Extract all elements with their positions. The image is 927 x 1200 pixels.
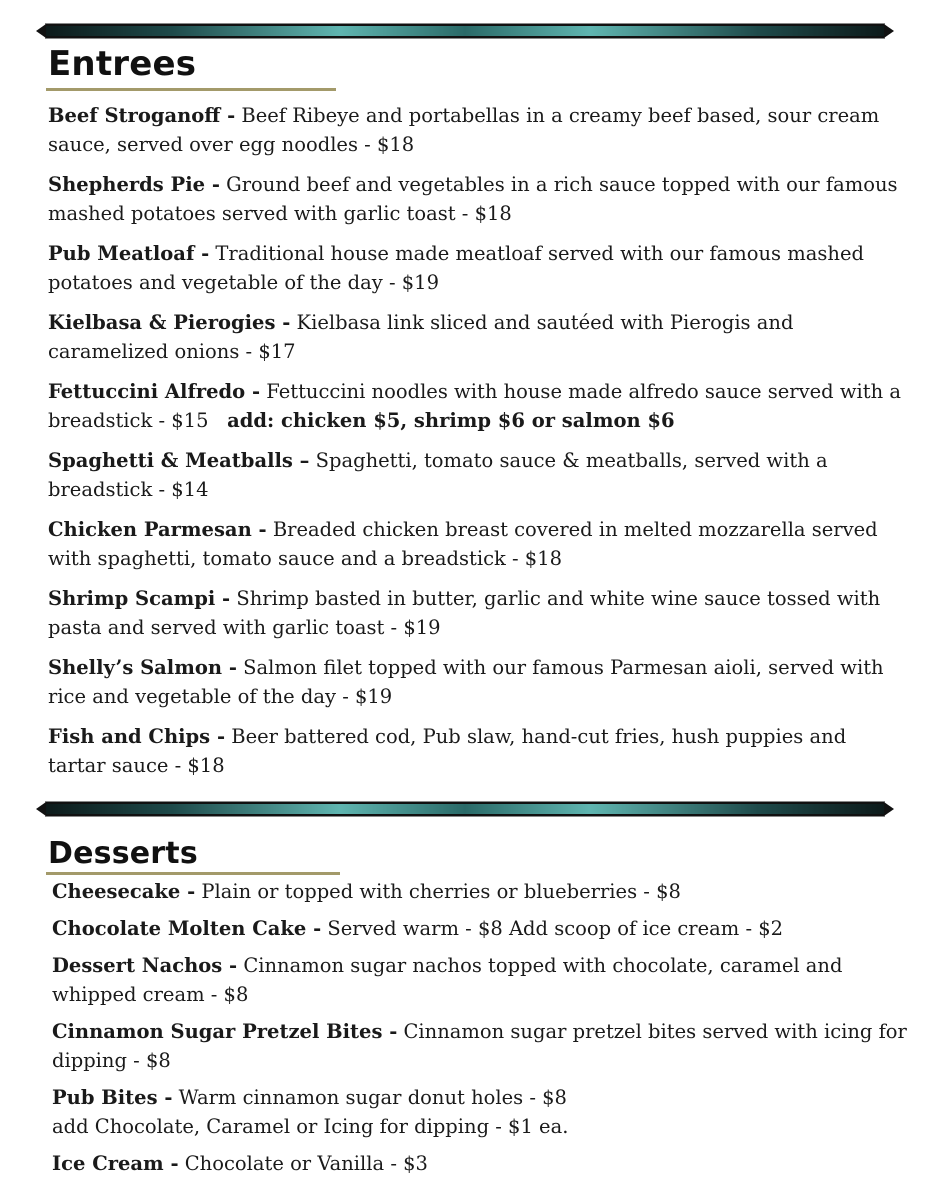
desserts-title-rule <box>46 872 340 875</box>
desserts-title: Desserts <box>48 836 198 871</box>
pub-bites-add-on: add Chocolate, Caramel or Icing for dipping - $1 ea. <box>52 1115 569 1138</box>
menu-item-beef-stroganoff: Beef Stroganoff - Beef Ribeye and portabellas in a creamy beef based, sour cream sauce, served over egg noodles - $18 <box>48 104 880 156</box>
menu-item-fettuccini-alfredo: Fettuccini Alfredo - Fettuccini noodles with house made alfredo sauce served with a breadstick - $15 add: chicken $5, shrimp $6 or salmon $6 <box>48 380 901 432</box>
entrees-title-rule <box>46 88 336 91</box>
menu-item-dessert-nachos: Dessert Nachos - Cinnamon sugar nachos topped with chocolate, caramel and whipped cream - $8 <box>52 954 843 1006</box>
middle-divider <box>46 802 884 816</box>
menu-item-spaghetti-meatballs: Spaghetti & Meatballs – Spaghetti, tomato sauce & meatballs, served with a breadstick - $14 <box>48 449 828 501</box>
desserts-list <box>52 877 912 1186</box>
menu-item-chicken-parmesan: Chicken Parmesan - Breaded chicken breast covered in melted mozzarella served with spaghetti, tomato sauce and a breadstick - $18 <box>48 518 878 570</box>
menu-item-cheesecake: Cheesecake - Plain or topped with cherries or blueberries - $8 <box>52 880 681 903</box>
menu-item-pub-bites: Pub Bites - Warm cinnamon sugar donut holes - $8 add Chocolate, Caramel or Icing for dipping - $1 ea. <box>52 1086 569 1138</box>
fettuccini-add-ons: add: chicken $5, shrimp $6 or salmon $6 <box>227 409 675 432</box>
menu-item-fish-and-chips: Fish and Chips - Beer battered cod, Pub slaw, hand-cut fries, hush puppies and tartar sauce - $18 <box>48 725 847 777</box>
entrees-list <box>48 101 908 791</box>
menu-item-ice-cream: Ice Cream - Chocolate or Vanilla - $3 <box>52 1152 428 1175</box>
menu-item-pretzel-bites: Cinnamon Sugar Pretzel Bites - Cinnamon sugar pretzel bites served with icing for dipping - $8 <box>52 1020 907 1072</box>
top-divider <box>46 24 884 38</box>
menu-item-shrimp-scampi: Shrimp Scampi - Shrimp basted in butter, garlic and white wine sauce tossed with pasta and served with garlic toast - $19 <box>48 587 881 639</box>
entrees-title: Entrees <box>48 44 197 84</box>
menu-item-shepherds-pie: Shepherds Pie - Ground beef and vegetables in a rich sauce topped with our famous mashed potatoes served with garlic toast - $18 <box>48 173 898 225</box>
menu-item-shellys-salmon: Shelly’s Salmon - Salmon filet topped with our famous Parmesan aioli, served with rice and vegetable of the day - $19 <box>48 656 884 708</box>
menu-item-kielbasa-pierogies: Kielbasa & Pierogies - Kielbasa link sliced and sautéed with Pierogis and caramelized onions - $17 <box>48 311 794 363</box>
menu-item-chocolate-molten-cake: Chocolate Molten Cake - Served warm - $8 Add scoop of ice cream - $2 <box>52 917 784 940</box>
menu-item-pub-meatloaf: Pub Meatloaf - Traditional house made meatloaf served with our famous mashed potatoes and vegetable of the day - $19 <box>48 242 864 294</box>
